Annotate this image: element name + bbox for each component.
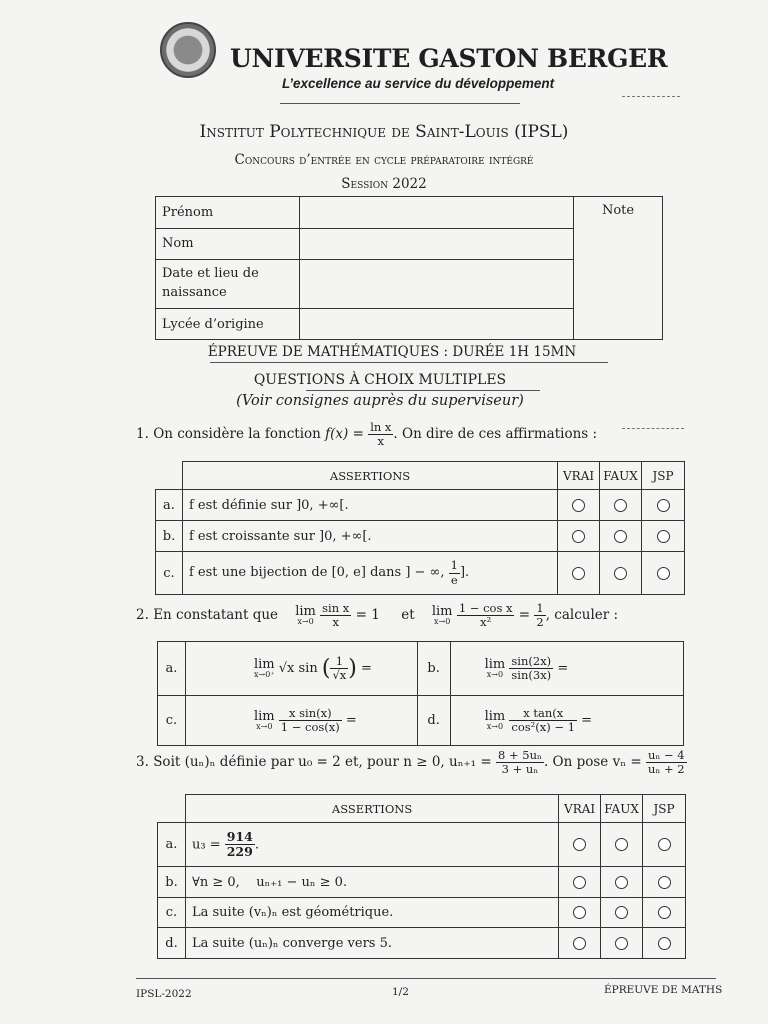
q1b-vrai-radio[interactable] xyxy=(572,530,585,543)
q3a-jsp-radio[interactable] xyxy=(658,838,671,851)
field-value-nom[interactable] xyxy=(299,228,573,260)
q1a-faux-radio[interactable] xyxy=(614,499,627,512)
limit-a: lim x→0⁺ √x sin ( $\frac{1}{√x}$ ) = xyxy=(185,642,417,696)
header-dash xyxy=(622,96,680,97)
row-label: c. xyxy=(156,552,183,595)
q1-assertions-table xyxy=(155,461,685,595)
footer-right: ÉPREUVE DE MATHS xyxy=(604,984,723,996)
q3d-faux-radio[interactable] xyxy=(615,937,628,950)
header-faux: FAUX xyxy=(601,795,643,823)
exam-instructions: (Voir consignes auprès du superviseur) xyxy=(236,393,524,409)
question-3: 3. Soit (uₙ)ₙ définie par u₀ = 2 et, pour n ≥ 0, uₙ₊₁ = $\frac{\text{8 + 5uₙ}}{\text{3 + uₙ}}$ . On pose vₙ = $\frac{\text{uₙ − 4}}{\text{uₙ + 2}}$ xyxy=(136,748,685,777)
q1c-faux-radio[interactable] xyxy=(614,567,627,580)
field-value-lycee[interactable] xyxy=(299,309,573,340)
q3d-jsp-radio[interactable] xyxy=(658,937,671,950)
identity-table xyxy=(155,196,663,340)
exam-title: ÉPREUVE DE MATHÉMATIQUES : DURÉE 1H 15MN xyxy=(207,344,577,360)
competition-name: Concours d’entrée en cycle préparatoire intégré xyxy=(234,152,534,168)
row-label: b. xyxy=(156,521,183,552)
header-vrai: VRAI xyxy=(558,462,600,490)
exam-subtitle-underline xyxy=(306,390,540,391)
exam-title-underline xyxy=(210,362,608,363)
assertion-text: f est une bijection de [0, e] dans ] − ∞, $\frac{1}{e}$ ]. xyxy=(182,552,557,595)
row-label: a. xyxy=(156,490,183,521)
q1b-jsp-radio[interactable] xyxy=(657,530,670,543)
note-box[interactable] xyxy=(574,197,663,340)
q3b-jsp-radio[interactable] xyxy=(658,876,671,889)
header-vrai: VRAI xyxy=(559,795,601,823)
footer-page-number: 1/2 xyxy=(392,986,409,998)
header-assertions: ASSERTIONS xyxy=(185,795,558,823)
q3b-vrai-radio[interactable] xyxy=(573,876,586,889)
limit-c: lim x→0 $\frac{\text{x sin(x)}}{1 - \cos(x)}$ = xyxy=(185,696,417,746)
q3d-vrai-radio[interactable] xyxy=(573,937,586,950)
assertion-text: u₃ = $\frac{914}{229}$ . xyxy=(185,823,558,867)
field-label-prenom: Prénom xyxy=(156,197,300,229)
university-seal-logo xyxy=(160,22,216,78)
exam-subtitle: QUESTIONS À CHOIX MULTIPLES xyxy=(253,372,507,388)
assertion-text: La suite (vₙ)ₙ est géométrique. xyxy=(185,898,558,928)
institute-name: Institut Polytechnique de Saint-Louis (IPSL) xyxy=(199,122,569,142)
header-jsp: JSP xyxy=(643,795,686,823)
q3c-faux-radio[interactable] xyxy=(615,906,628,919)
session: Session 2022 xyxy=(341,176,427,192)
q3c-vrai-radio[interactable] xyxy=(573,906,586,919)
q3b-faux-radio[interactable] xyxy=(615,876,628,889)
q3a-faux-radio[interactable] xyxy=(615,838,628,851)
field-value-prenom[interactable] xyxy=(299,197,573,229)
q3c-jsp-radio[interactable] xyxy=(658,906,671,919)
assertion-text: ∀n ≥ 0, uₙ₊₁ − uₙ ≥ 0. xyxy=(185,867,558,898)
margin-dash xyxy=(622,428,684,429)
header-jsp: JSP xyxy=(642,462,685,490)
footer-rule xyxy=(136,978,716,979)
q3-assertions-table: ASSERTIONS VRAI FAUX JSP a. u₃ = $\frac{914}{229}$ . b. ∀n ≥ 0, uₙ₊₁ − uₙ ≥ 0. c. La suite (vₙ)ₙ est géométrique. d. La suite (uₙ)ₙ converge vers 5. xyxy=(157,794,686,959)
question-2: 2. En constatant que lim x→0 $\frac{\text{sin x}}{x}$ = 1 et lim x→0 $\frac{\text{1 − cos x}}{\text{x²}}$ = $\frac{1}{2}$ , calculer : xyxy=(136,601,619,630)
header-assertions: ASSERTIONS xyxy=(182,462,557,490)
header-faux: FAUX xyxy=(600,462,642,490)
q1a-vrai-radio[interactable] xyxy=(572,499,585,512)
limit-d: lim x→0 $\frac{\text{x tan(x}}{\text{cos²(x) − 1}}$ = xyxy=(450,696,683,746)
assertion-text: f est croissante sur ]0, +∞[. xyxy=(182,521,557,552)
q1-function-fraction: $\frac{\text{ln x}}{x}$ xyxy=(370,420,392,449)
q3a-vrai-radio[interactable] xyxy=(573,838,586,851)
field-label-naissance: Date et lieu de naissance xyxy=(156,260,300,309)
university-motto: L’excellence au service du développement xyxy=(282,76,555,91)
assertion-text: La suite (uₙ)ₙ converge vers 5. xyxy=(185,928,558,959)
footer-left: IPSL-2022 xyxy=(136,988,192,1000)
field-value-naissance[interactable] xyxy=(299,260,573,309)
q2-limits-table: a. lim x→0⁺ √x sin ( $\frac{1}{√x}$ ) = b. lim x→0 $\frac{\sin(2x)}{\sin(3x)}$ = c. lim x→0 $\frac{\text{x sin(x)}}{1 - \cos(x)}$ = d. lim x→0 $\frac{\text{x tan(x}}{\text{cos²(x) − 1}}$ = xyxy=(157,641,684,746)
limit-b: lim x→0 $\frac{\sin(2x)}{\sin(3x)}$ = xyxy=(450,642,683,696)
field-label-lycee: Lycée d’origine xyxy=(156,309,300,340)
field-label-nom: Nom xyxy=(156,228,300,260)
q1b-faux-radio[interactable] xyxy=(614,530,627,543)
assertion-text: f est définie sur ]0, +∞[. xyxy=(182,490,557,521)
header-divider xyxy=(280,103,520,104)
q1a-jsp-radio[interactable] xyxy=(657,499,670,512)
q1c-jsp-radio[interactable] xyxy=(657,567,670,580)
university-name: UNIVERSITE GASTON BERGER xyxy=(230,44,668,73)
question-1: 1. On considère la fonction f(x) = $\frac{\text{ln x}}{x}$ . On dire de ces affirmations : xyxy=(136,420,598,449)
q1c-vrai-radio[interactable] xyxy=(572,567,585,580)
note-label: Note xyxy=(601,203,635,218)
